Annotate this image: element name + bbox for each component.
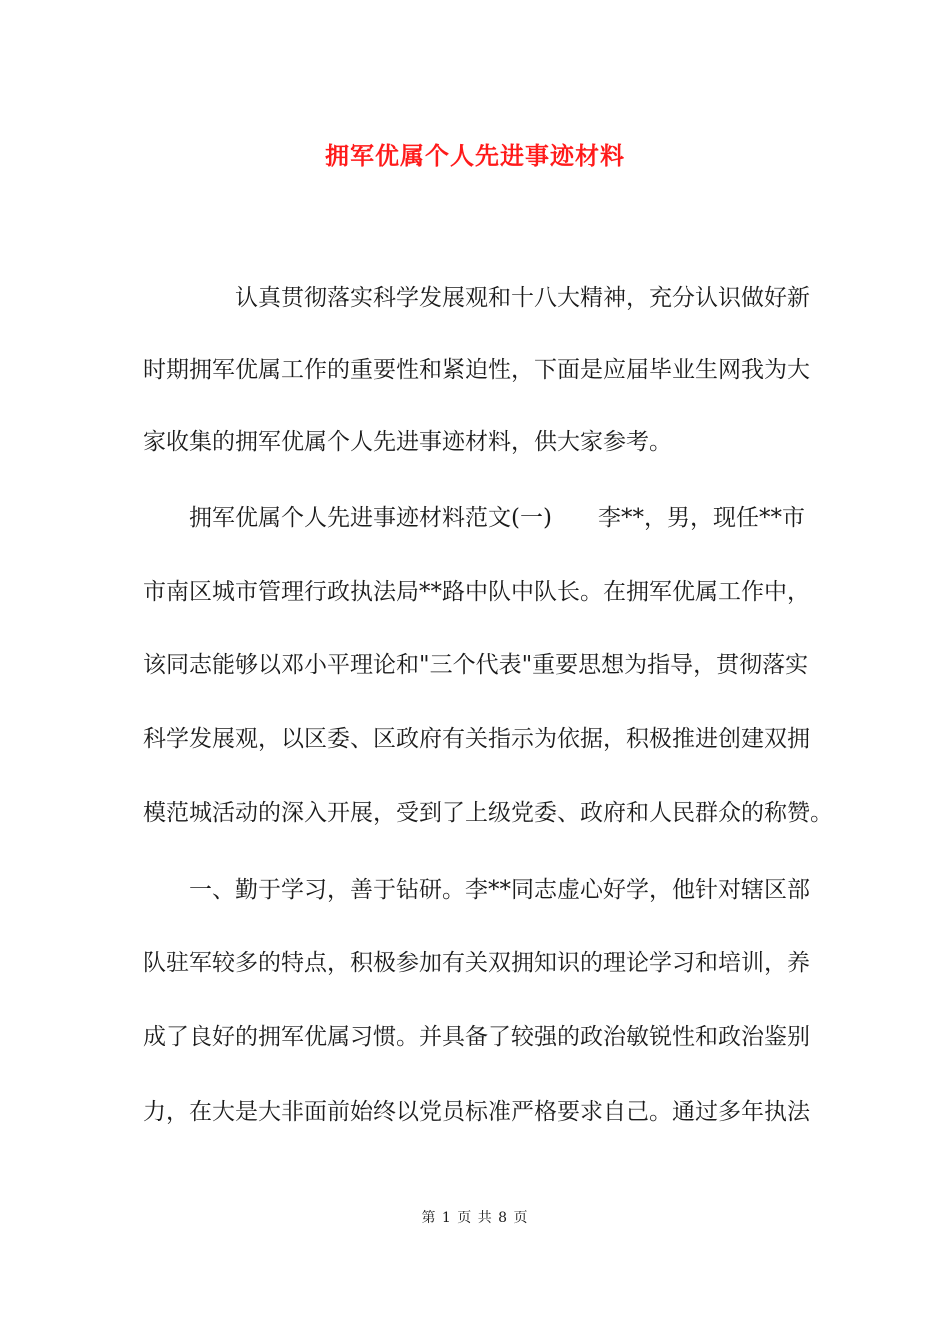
body-line: 科学发展观，以区委、区政府有关指示为依据，积极推进创建双拥 [143, 726, 810, 752]
body-line: 拥军优属个人先进事迹材料范文(一) 李**，男，现任**市 [189, 505, 805, 531]
body-line: 时期拥军优属工作的重要性和紧迫性，下面是应届毕业生网我为大 [143, 357, 810, 383]
body-line: 该同志能够以邓小平理论和"三个代表"重要思想为指导，贯彻落实 [143, 652, 809, 678]
body-line: 市南区城市管理行政执法局**路中队中队长。在拥军优属工作中， [143, 579, 810, 605]
body-line: 认真贯彻落实科学发展观和十八大精神，充分认识做好新 [235, 285, 810, 311]
body-line: 家收集的拥军优属个人先进事迹材料，供大家参考。 [143, 429, 672, 455]
body-line: 成了良好的拥军优属习惯。并具备了较强的政治敏锐性和政治鉴别 [143, 1024, 810, 1050]
body-line: 模范城活动的深入开展，受到了上级党委、政府和人民群众的称赞。 [143, 800, 833, 826]
body-line: 队驻军较多的特点，积极参加有关双拥知识的理论学习和培训，养 [143, 950, 810, 976]
body-line: 一、勤于学习，善于钻研。李**同志虚心好学，他针对辖区部 [189, 877, 810, 903]
document-title: 拥军优属个人先进事迹材料 [325, 141, 625, 170]
body-line: 力，在大是大非面前始终以党员标准严格要求自己。通过多年执法 [143, 1099, 810, 1125]
page-footer: 第 1 页 共 8 页 [421, 1210, 529, 1226]
